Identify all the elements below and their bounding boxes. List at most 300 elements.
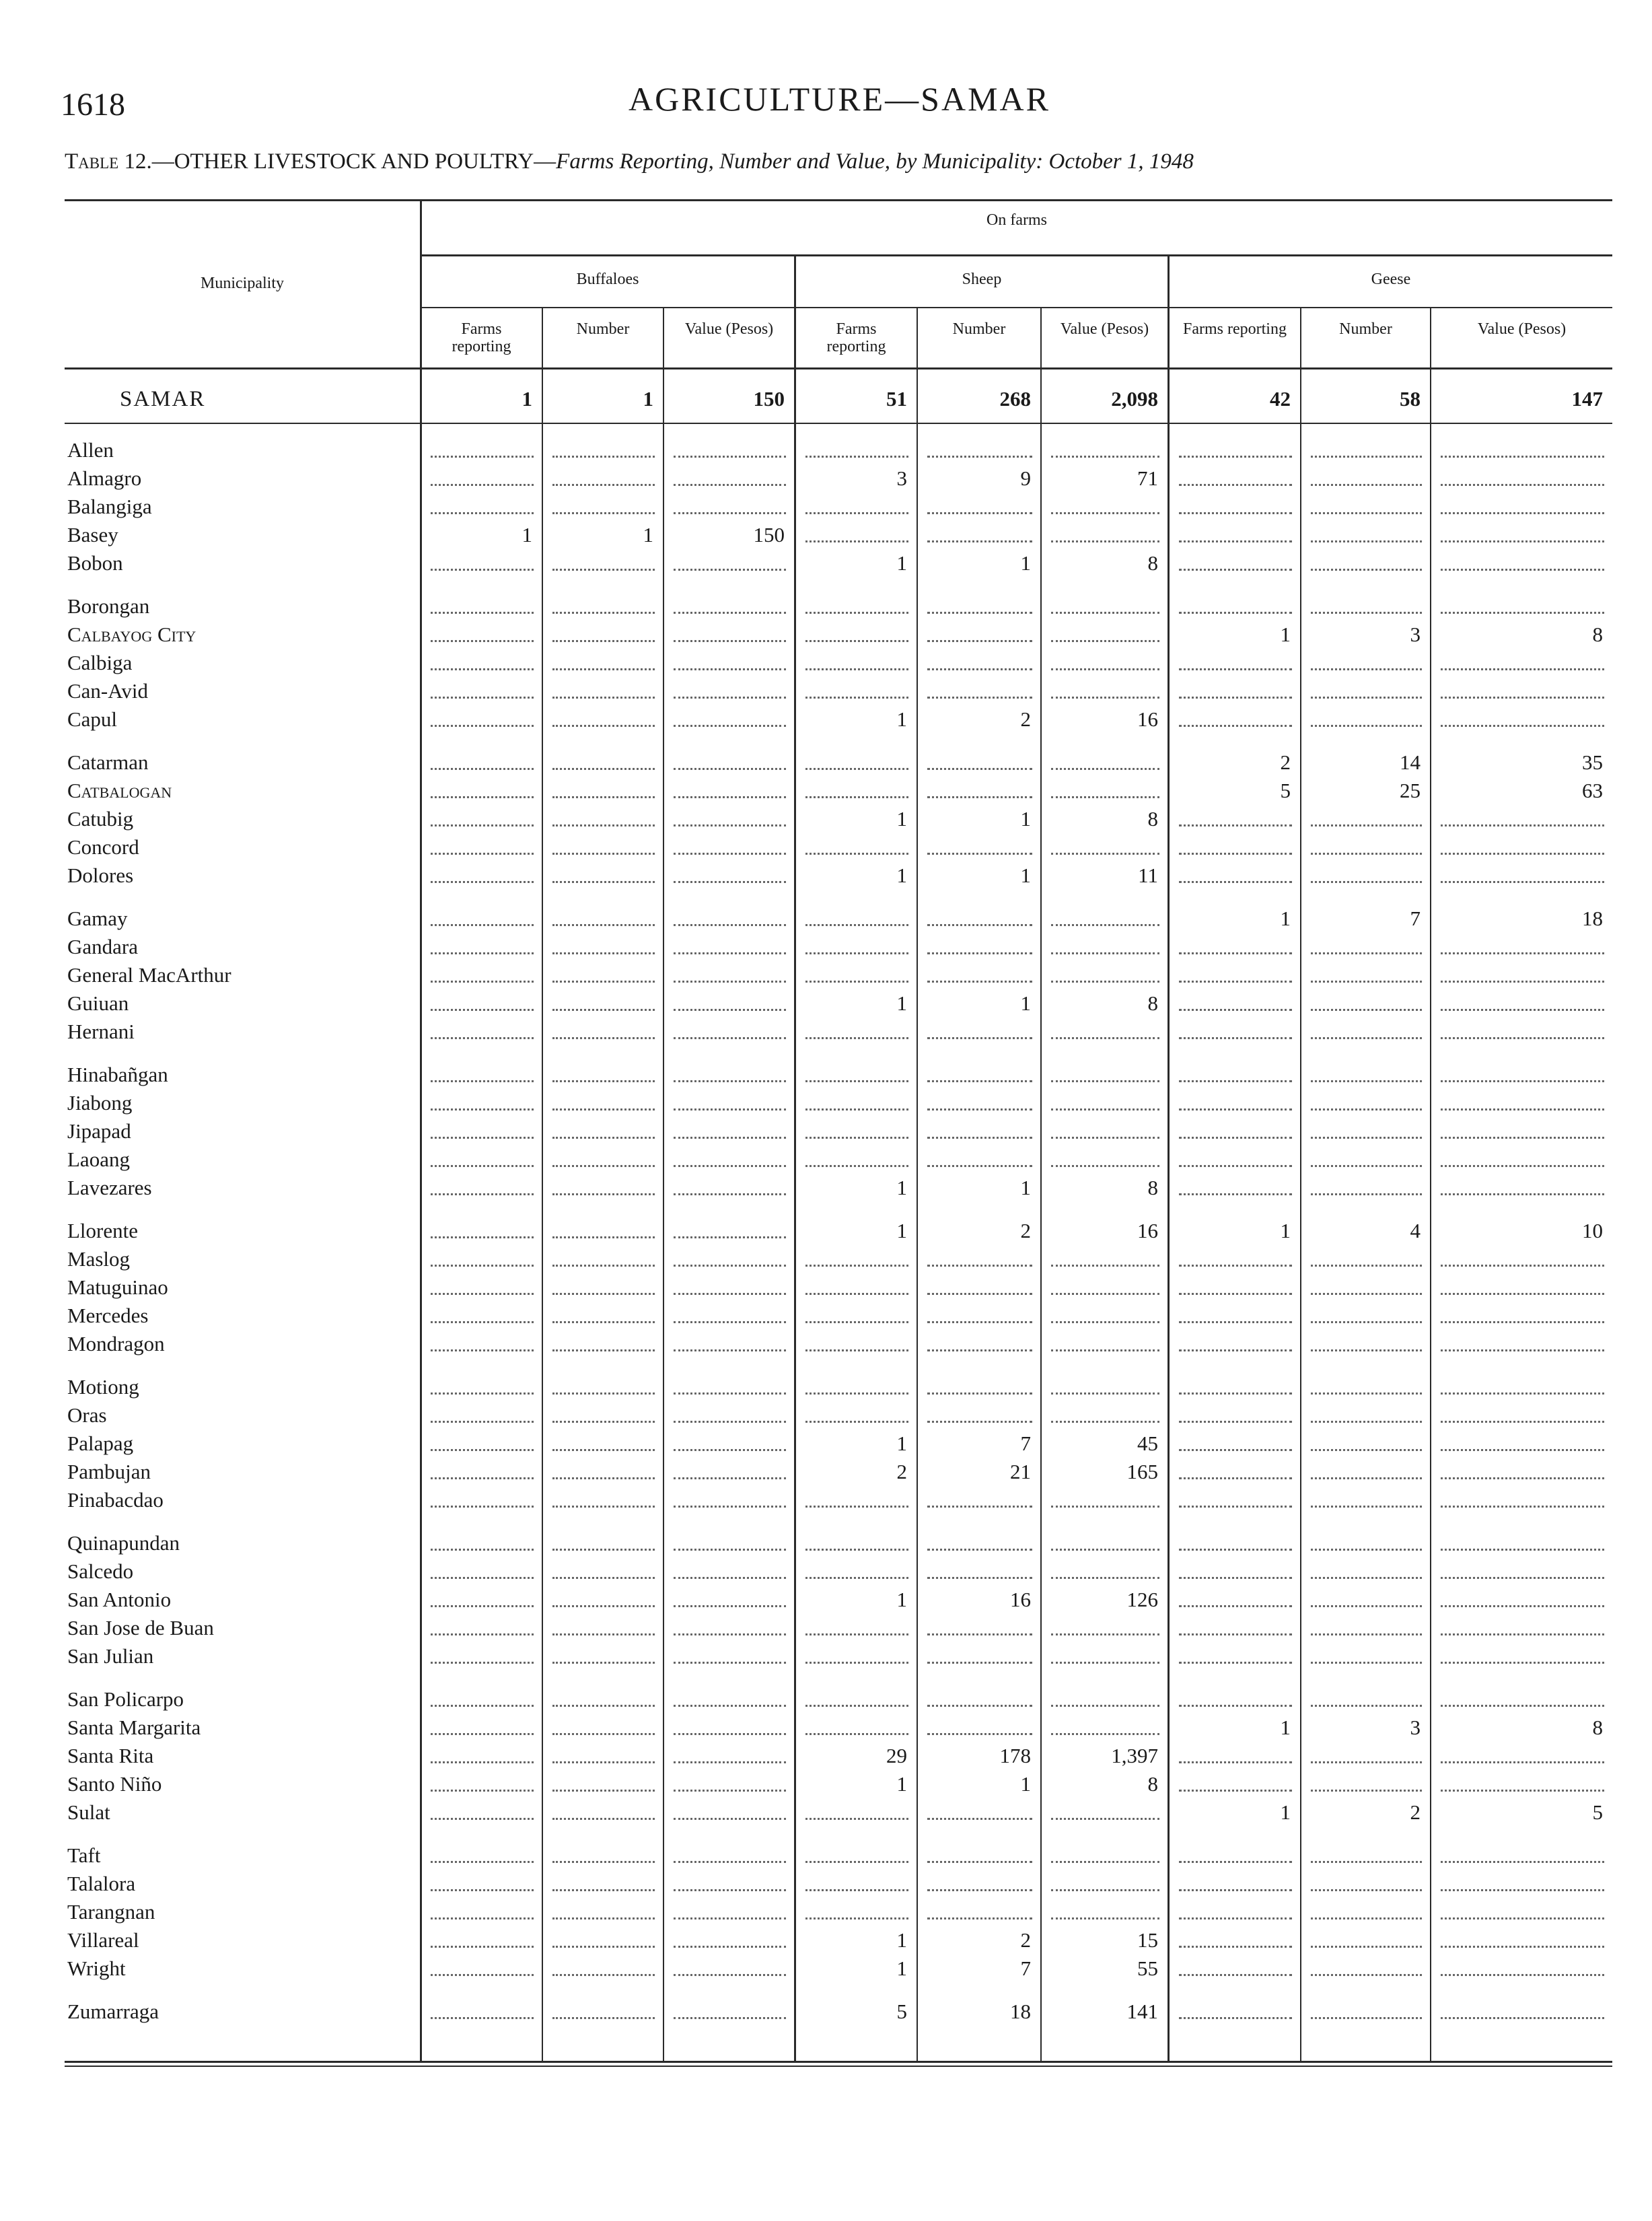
cell-sheep-value [1042, 1870, 1168, 1898]
cell-buffaloes-farms [421, 1798, 542, 1827]
cell-buffaloes-number [543, 1954, 663, 1983]
cell-geese-value [1431, 677, 1612, 705]
cell-buffaloes-farms [421, 493, 542, 521]
cell-sheep-value [1042, 748, 1168, 777]
cell-sheep-farms [796, 1302, 917, 1330]
cell-geese-farms [1170, 1529, 1300, 1557]
cell-geese-number [1301, 1330, 1430, 1358]
cell-buffaloes-farms [421, 1061, 542, 1089]
cell-sheep-value [1042, 1642, 1168, 1670]
cell-buffaloes-number [543, 592, 663, 621]
cell-buffaloes-number [543, 1642, 663, 1670]
municipality-name [67, 436, 417, 464]
cell-buffaloes-farms [421, 649, 542, 677]
cell-sheep-value: 126 [1126, 1588, 1158, 1611]
municipality-name [67, 1926, 417, 1954]
cell-buffaloes-value [664, 592, 794, 621]
cell-sheep-number [918, 493, 1040, 521]
cell-buffaloes-farms [421, 933, 542, 961]
municipality-name [67, 1714, 417, 1742]
cell-buffaloes-value [664, 961, 794, 989]
cell-geese-farms: 1 [1280, 1800, 1291, 1824]
cell-geese-number [1301, 1273, 1430, 1302]
cell-geese-number [1301, 1557, 1430, 1586]
total-rule [65, 423, 1612, 424]
cell-geese-farms [1170, 933, 1300, 961]
cell-geese-farms [1170, 1089, 1300, 1117]
cell-buffaloes-number [543, 1486, 663, 1514]
cell-sheep-number [918, 1018, 1040, 1046]
cell-sheep-farms [796, 1870, 917, 1898]
cell-sheep-farms [796, 1714, 917, 1742]
cell-sheep-number [918, 1685, 1040, 1714]
cell-geese-value: 5 [1592, 1800, 1603, 1824]
cell-buffaloes-value [664, 1373, 794, 1401]
cell-sheep-value: 15 [1137, 1928, 1158, 1952]
cell-geese-number: 14 [1400, 750, 1421, 774]
cell-buffaloes-farms [421, 592, 542, 621]
municipality-label: Talalora [67, 1872, 138, 1895]
cell-sheep-farms: 1 [896, 1432, 907, 1455]
cell-geese-number [1301, 989, 1430, 1018]
cell-buffaloes-value: 150 [753, 387, 785, 411]
cell-geese-value [1431, 1245, 1612, 1273]
cell-geese-value [1431, 1430, 1612, 1458]
municipality-label: Catbalogan [67, 779, 174, 802]
cell-sheep-value [1042, 621, 1168, 649]
cell-buffaloes-number [543, 1302, 663, 1330]
cell-buffaloes-farms [421, 1273, 542, 1302]
cell-sheep-farms [796, 1614, 917, 1642]
municipality-name [67, 861, 417, 890]
municipality-name [67, 1798, 417, 1827]
header-bottom-rule [65, 367, 1612, 369]
cell-sheep-number: 16 [1010, 1588, 1031, 1611]
cell-sheep-value [1042, 1714, 1168, 1742]
cell-buffaloes-value [664, 1742, 794, 1770]
cell-geese-number: 3 [1410, 623, 1421, 646]
cell-sheep-number [918, 1486, 1040, 1514]
cell-buffaloes-farms [421, 1217, 542, 1245]
cell-sheep-value: 2,098 [1111, 387, 1158, 411]
cell-buffaloes-number [543, 1430, 663, 1458]
cell-sheep-value: 141 [1126, 2000, 1158, 2023]
cell-buffaloes-number [543, 1245, 663, 1273]
municipality-name [67, 521, 417, 549]
cell-geese-value [1431, 649, 1612, 677]
municipality-label: Villareal [67, 1928, 142, 1952]
municipality-name [67, 1841, 417, 1870]
cell-buffaloes-value [664, 677, 794, 705]
cell-sheep-number [918, 833, 1040, 861]
cell-buffaloes-farms [421, 905, 542, 933]
cell-buffaloes-value [664, 933, 794, 961]
cell-sheep-number: 1 [1020, 1772, 1031, 1796]
cell-buffaloes-farms [421, 805, 542, 833]
municipality-name [67, 549, 417, 577]
cell-sheep-value [1042, 1401, 1168, 1430]
municipality-label: Zumarraga [67, 2000, 161, 2023]
cell-buffaloes-value [664, 1898, 794, 1926]
cell-geese-value [1431, 1061, 1612, 1089]
cell-geese-farms [1170, 649, 1300, 677]
cell-geese-number [1301, 1245, 1430, 1273]
cell-geese-number [1301, 833, 1430, 861]
cell-sheep-value [1042, 833, 1168, 861]
cell-geese-farms [1170, 1174, 1300, 1202]
subheader-geese-number: Number [1339, 320, 1392, 338]
cell-geese-farms: 5 [1280, 779, 1291, 802]
municipality-name [67, 1954, 417, 1983]
cell-geese-number [1301, 805, 1430, 833]
cell-buffaloes-value [664, 1273, 794, 1302]
cell-buffaloes-farms [421, 1117, 542, 1145]
cell-sheep-number [918, 1898, 1040, 1926]
cell-buffaloes-value [664, 833, 794, 861]
cell-buffaloes-value [664, 705, 794, 734]
cell-sheep-value: 71 [1137, 466, 1158, 490]
cell-buffaloes-value [664, 905, 794, 933]
cell-sheep-number: 2 [1020, 1219, 1031, 1242]
cell-sheep-number: 1 [1020, 1176, 1031, 1199]
cell-sheep-value: 8 [1147, 991, 1158, 1015]
cell-sheep-farms: 5 [896, 2000, 907, 2023]
cell-geese-farms [1170, 493, 1300, 521]
cell-sheep-number [918, 1061, 1040, 1089]
cell-geese-farms [1170, 1742, 1300, 1770]
cell-buffaloes-value [664, 1117, 794, 1145]
cell-buffaloes-number [543, 1217, 663, 1245]
cell-sheep-value: 16 [1137, 1219, 1158, 1242]
cell-sheep-farms [796, 1486, 917, 1514]
cell-geese-value [1431, 592, 1612, 621]
municipality-label: Borongan [67, 594, 152, 618]
cell-sheep-farms [796, 1685, 917, 1714]
cell-buffaloes-farms [421, 1714, 542, 1742]
cell-geese-value [1431, 1898, 1612, 1926]
cell-buffaloes-number [543, 1557, 663, 1586]
cell-geese-farms [1170, 549, 1300, 577]
cell-geese-number [1301, 1642, 1430, 1670]
municipality-name [67, 1614, 417, 1642]
cell-sheep-value [1042, 933, 1168, 961]
cell-buffaloes-number [543, 436, 663, 464]
cell-sheep-number [918, 777, 1040, 805]
cell-sheep-farms: 1 [896, 1176, 907, 1199]
cell-sheep-value [1042, 777, 1168, 805]
cell-geese-farms [1170, 1273, 1300, 1302]
cell-buffaloes-number [543, 649, 663, 677]
municipality-name [67, 705, 417, 734]
cell-geese-number [1301, 1998, 1430, 2026]
cell-sheep-number [918, 1089, 1040, 1117]
cell-geese-number: 25 [1400, 779, 1421, 802]
cell-geese-number [1301, 1770, 1430, 1798]
cell-geese-number [1301, 649, 1430, 677]
subheader-sheep-number: Number [952, 320, 1006, 338]
cell-geese-farms [1170, 1841, 1300, 1870]
municipality-label: Salcedo [67, 1559, 136, 1583]
cell-geese-number: 3 [1410, 1716, 1421, 1739]
cell-geese-value: 35 [1582, 750, 1603, 774]
municipality-label: Sulat [67, 1800, 113, 1824]
cell-geese-farms [1170, 861, 1300, 890]
bottom-rule [65, 2061, 1612, 2063]
cell-buffaloes-number [543, 705, 663, 734]
cell-sheep-value [1042, 1273, 1168, 1302]
cell-buffaloes-value [664, 1529, 794, 1557]
cell-sheep-farms: 1 [896, 1588, 907, 1611]
cell-geese-farms [1170, 1401, 1300, 1430]
cell-buffaloes-number [543, 1018, 663, 1046]
cell-sheep-value [1042, 1685, 1168, 1714]
cell-sheep-farms [796, 1145, 917, 1174]
cell-sheep-value [1042, 1529, 1168, 1557]
cell-buffaloes-value [664, 1486, 794, 1514]
cell-buffaloes-value [664, 777, 794, 805]
cell-sheep-number [918, 1798, 1040, 1827]
cell-geese-value [1431, 1529, 1612, 1557]
cell-buffaloes-number [543, 833, 663, 861]
municipality-label: Mondragon [67, 1332, 168, 1355]
municipality-label: Allen [67, 438, 116, 462]
cell-buffaloes-farms [421, 1302, 542, 1330]
cell-sheep-farms: 1 [896, 1956, 907, 1980]
cell-buffaloes-value [664, 748, 794, 777]
cell-sheep-farms: 1 [896, 707, 907, 731]
cell-buffaloes-value [664, 1798, 794, 1827]
cell-buffaloes-value [664, 1430, 794, 1458]
cell-sheep-value: 165 [1126, 1460, 1158, 1483]
subheader-geese-value: Value (Pesos) [1477, 320, 1567, 338]
municipality-name [67, 1486, 417, 1514]
cell-buffaloes-number [543, 1330, 663, 1358]
cell-buffaloes-farms [421, 1145, 542, 1174]
cell-buffaloes-number [543, 1089, 663, 1117]
cell-geese-number [1301, 1898, 1430, 1926]
cell-buffaloes-value [664, 1586, 794, 1614]
cell-geese-number [1301, 933, 1430, 961]
cell-sheep-number: 1 [1020, 551, 1031, 575]
cell-geese-value [1431, 1089, 1612, 1117]
cell-geese-farms [1170, 1330, 1300, 1358]
cell-geese-farms [1170, 1117, 1300, 1145]
cell-sheep-farms [796, 1330, 917, 1358]
cell-buffaloes-number [543, 1174, 663, 1202]
cell-sheep-number [918, 677, 1040, 705]
municipality-label: Santo Niño [67, 1772, 164, 1796]
cell-buffaloes-value [664, 649, 794, 677]
cell-geese-farms [1170, 1302, 1300, 1330]
cell-geese-number [1301, 1089, 1430, 1117]
cell-geese-number [1301, 1586, 1430, 1614]
cell-buffaloes-number [543, 777, 663, 805]
cell-buffaloes-number [543, 805, 663, 833]
cell-sheep-number [918, 1841, 1040, 1870]
cell-geese-farms: 42 [1270, 387, 1291, 411]
cell-buffaloes-number [543, 621, 663, 649]
cell-sheep-farms: 51 [886, 387, 907, 411]
cell-geese-farms [1170, 805, 1300, 833]
cell-geese-value: 147 [1571, 387, 1603, 411]
municipality-label: Laoang [67, 1148, 133, 1171]
cell-sheep-value [1042, 1302, 1168, 1330]
cell-geese-number [1301, 1117, 1430, 1145]
cell-sheep-number [918, 1529, 1040, 1557]
cell-geese-number [1301, 436, 1430, 464]
cell-geese-farms [1170, 1458, 1300, 1486]
cell-sheep-value [1042, 1145, 1168, 1174]
cell-buffaloes-number [543, 677, 663, 705]
cell-sheep-farms [796, 1061, 917, 1089]
cell-geese-farms [1170, 1557, 1300, 1586]
cell-sheep-number [918, 1330, 1040, 1358]
municipality-name [67, 1998, 417, 2026]
municipality-label: Guiuan [67, 991, 131, 1015]
cell-sheep-number: 7 [1020, 1956, 1031, 1980]
municipality-name [67, 1770, 417, 1798]
cell-geese-farms [1170, 1373, 1300, 1401]
municipality-label: Oras [67, 1403, 110, 1427]
cell-geese-value [1431, 1870, 1612, 1898]
cell-sheep-number: 18 [1010, 2000, 1031, 2023]
cell-geese-number [1301, 1458, 1430, 1486]
table-title-subtitle: Farms Reporting, Number and Value, by Municipality: October 1, 1948 [556, 149, 1194, 174]
municipality-label: Motiong [67, 1375, 142, 1399]
municipality-name [67, 1245, 417, 1273]
cell-sheep-farms [796, 1117, 917, 1145]
municipality-label: San Policarpo [67, 1687, 186, 1711]
cell-buffaloes-value [664, 1926, 794, 1954]
cell-geese-value [1431, 436, 1612, 464]
cell-sheep-farms [796, 493, 917, 521]
cell-buffaloes-farms [421, 1586, 542, 1614]
cell-buffaloes-value [664, 989, 794, 1018]
cell-geese-value [1431, 521, 1612, 549]
cell-sheep-value: 45 [1137, 1432, 1158, 1455]
municipality-name [67, 1401, 417, 1430]
cell-buffaloes-number [543, 1841, 663, 1870]
cell-sheep-number: 268 [999, 387, 1031, 411]
cell-geese-number [1301, 549, 1430, 577]
municipality-name [67, 1117, 417, 1145]
municipality-name [67, 1430, 417, 1458]
municipality-name [67, 989, 417, 1018]
cell-geese-number [1301, 1373, 1430, 1401]
header-on-farms: On farms [986, 211, 1047, 229]
cell-geese-value [1431, 464, 1612, 493]
cell-sheep-farms: 1 [896, 551, 907, 575]
cell-geese-value [1431, 1273, 1612, 1302]
cell-geese-value [1431, 705, 1612, 734]
cell-sheep-number: 1 [1020, 807, 1031, 831]
cell-buffaloes-farms [421, 1898, 542, 1926]
cell-buffaloes-farms [421, 1870, 542, 1898]
header-buffaloes: Buffaloes [576, 271, 639, 288]
cell-buffaloes-value [664, 1330, 794, 1358]
cell-geese-number [1301, 1870, 1430, 1898]
municipality-name [120, 385, 417, 413]
municipality-name [67, 1217, 417, 1245]
cell-buffaloes-number [543, 989, 663, 1018]
municipality-label: San Jose de Buan [67, 1616, 217, 1640]
cell-sheep-number [918, 1714, 1040, 1742]
cell-buffaloes-farms [421, 1998, 542, 2026]
cell-buffaloes-value [664, 1174, 794, 1202]
cell-geese-value: 10 [1582, 1219, 1603, 1242]
cell-buffaloes-number [543, 464, 663, 493]
cell-sheep-farms [796, 777, 917, 805]
cell-geese-value [1431, 1486, 1612, 1514]
cell-sheep-value [1042, 1061, 1168, 1089]
cell-buffaloes-value [664, 1841, 794, 1870]
cell-sheep-value: 8 [1147, 807, 1158, 831]
cell-sheep-number [918, 961, 1040, 989]
cell-sheep-number: 9 [1020, 466, 1031, 490]
cell-buffaloes-number [543, 1145, 663, 1174]
cell-sheep-value [1042, 649, 1168, 677]
cell-sheep-farms: 2 [896, 1460, 907, 1483]
municipality-name [67, 777, 417, 805]
cell-sheep-number [918, 1117, 1040, 1145]
cell-buffaloes-farms [421, 1770, 542, 1798]
cell-geese-number: 4 [1410, 1219, 1421, 1242]
cell-sheep-number: 21 [1010, 1460, 1031, 1483]
cell-buffaloes-farms [421, 1373, 542, 1401]
cell-sheep-farms [796, 1373, 917, 1401]
cell-buffaloes-farms [421, 1401, 542, 1430]
municipality-name [67, 1373, 417, 1401]
cell-buffaloes-number [543, 1061, 663, 1089]
cell-geese-value [1431, 1642, 1612, 1670]
cell-geese-value [1431, 1302, 1612, 1330]
cell-geese-value [1431, 1954, 1612, 1983]
cell-buffaloes-value [664, 464, 794, 493]
municipality-label: Dolores [67, 863, 136, 887]
cell-buffaloes-number [543, 1685, 663, 1714]
municipality-label: Hernani [67, 1020, 137, 1043]
cell-buffaloes-value: 150 [753, 523, 785, 547]
cell-buffaloes-number [543, 905, 663, 933]
cell-buffaloes-value [664, 621, 794, 649]
cell-geese-farms [1170, 1685, 1300, 1714]
cell-geese-farms [1170, 1245, 1300, 1273]
cell-sheep-farms [796, 1642, 917, 1670]
municipality-label: Pinabacdao [67, 1488, 166, 1512]
municipality-label: Wright [67, 1956, 129, 1980]
cell-buffaloes-number [543, 549, 663, 577]
cell-buffaloes-value [664, 1614, 794, 1642]
municipality-name [67, 592, 417, 621]
cell-buffaloes-farms [421, 1614, 542, 1642]
cell-sheep-farms [796, 436, 917, 464]
cell-geese-value [1431, 1117, 1612, 1145]
municipality-label: Jiabong [67, 1091, 135, 1115]
cell-geese-number [1301, 1061, 1430, 1089]
cell-sheep-farms [796, 1245, 917, 1273]
municipality-name [67, 1870, 417, 1898]
cell-sheep-number [918, 1870, 1040, 1898]
cell-sheep-number: 2 [1020, 1928, 1031, 1952]
cell-sheep-value [1042, 1841, 1168, 1870]
cell-buffaloes-farms [421, 436, 542, 464]
cell-geese-value: 8 [1592, 623, 1603, 646]
table-title [65, 149, 1592, 174]
cell-sheep-value [1042, 1373, 1168, 1401]
cell-buffaloes-value [664, 1870, 794, 1898]
cell-geese-farms [1170, 436, 1300, 464]
municipality-name [67, 1685, 417, 1714]
